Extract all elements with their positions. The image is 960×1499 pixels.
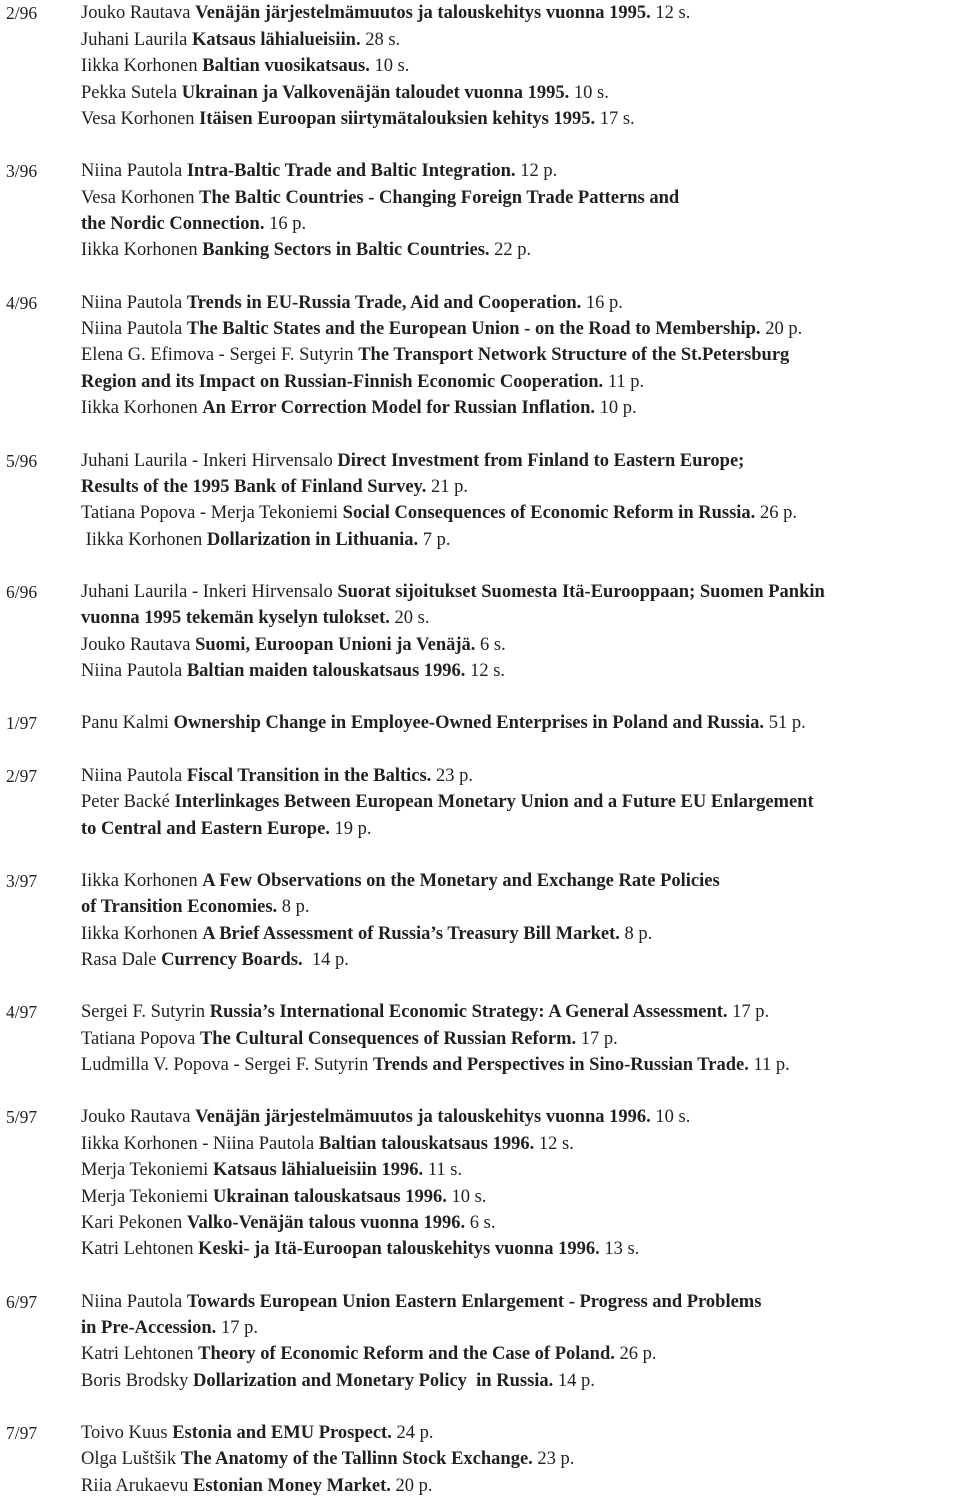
author-name: Toivo Kuus: [81, 1423, 173, 1444]
page-count: 17 p.: [576, 1028, 618, 1049]
page-count: 10 s.: [569, 82, 609, 103]
author-name: Merja Tekoniemi: [81, 1186, 213, 1207]
page-count: 10 p.: [595, 398, 637, 419]
page-count: 51 p.: [764, 713, 806, 734]
publication-entry: [81, 1446, 960, 1472]
issue-number: 3/97: [6, 870, 38, 891]
publication-title: to Central and Eastern Europe.: [81, 818, 330, 839]
publication-entry: [81, 1368, 960, 1394]
page-count: 19 p.: [329, 818, 372, 839]
publication-title: Baltian maiden talouskatsaus 1996.: [186, 661, 466, 682]
publication-title: The Baltic Countries - Changing Foreign Trade Patterns and: [199, 187, 680, 208]
publication-title: Interlinkages Between European Monetary Union and a Future EU Enlargement: [174, 792, 814, 813]
publication-title: Baltian talouskatsaus 1996.: [318, 1133, 535, 1154]
publication-entry: [81, 947, 960, 973]
publication-title: The Baltic States and the European Union - on the Road to Membership.: [186, 319, 761, 340]
author-name: Jouko Rautava: [81, 3, 196, 24]
publication-title: Itäisen Euroopan siirtymätalouksien kehitys 1995.: [199, 108, 596, 129]
publication-title: The Anatomy of the Tallinn Stock Exchange.: [180, 1449, 533, 1470]
page-count: 14 p.: [302, 950, 349, 971]
entry-line: [81, 894, 960, 920]
publication-title: Ukrainan ja Valkovenäjän taloudet vuonna 1995.: [181, 82, 570, 103]
author-name: Iikka Korhonen: [81, 870, 203, 891]
entry-line: [81, 369, 960, 395]
page-count: 12 p.: [515, 161, 558, 182]
issue-number: 1/97: [6, 713, 38, 734]
entry-line: [81, 816, 960, 842]
entry-line: [81, 316, 960, 342]
publication-title: Suorat sijoitukset Suomesta Itä-Eurooppaan; Suomen Pankin: [337, 581, 825, 602]
entry-list: [81, 1420, 960, 1499]
publication-entry: [81, 185, 960, 238]
entry-list: [81, 868, 960, 974]
entry-line: [81, 527, 960, 553]
page-count: 6 s.: [465, 1212, 496, 1233]
publication-title: Venäjän järjestelmämuutos ja talouskehitys vuonna 1995.: [195, 3, 651, 24]
entry-line: [81, 1289, 960, 1315]
publication-entry: [81, 500, 960, 526]
page-count: 10 s.: [446, 1186, 487, 1207]
publication-entry: [81, 999, 960, 1025]
publication-entry: [81, 106, 960, 132]
author-name: Elena G. Efimova - Sergei F. Sutyrin: [81, 345, 359, 366]
author-name: Katri Lehtonen: [81, 1344, 199, 1365]
author-name: Jouko Rautava: [81, 1107, 196, 1128]
entry-line: [81, 1420, 960, 1446]
page-count: 28 s.: [360, 29, 401, 50]
page-count: 17 p.: [216, 1318, 258, 1339]
publication-entry: [81, 868, 960, 921]
publication-entry: [81, 158, 960, 184]
entry-line: [81, 342, 960, 368]
publication-entry: [81, 448, 960, 501]
issue-number: 2/97: [6, 765, 38, 786]
publication-entry: [81, 921, 960, 947]
issue-number: 5/97: [6, 1107, 38, 1128]
page-count: 12 s.: [534, 1133, 574, 1154]
publication-title: Valko-Venäjän talous vuonna 1996.: [186, 1212, 466, 1233]
publication-title: Intra-Baltic Trade and Baltic Integration.: [186, 161, 516, 182]
entry-line: [81, 0, 960, 26]
author-name: Niina Pautola: [81, 292, 187, 313]
publication-title: Estonia and EMU Prospect.: [172, 1423, 392, 1444]
author-name: Boris Brodsky: [81, 1370, 194, 1391]
entry-line: [81, 1104, 960, 1130]
publication-entry: [81, 1052, 960, 1078]
entry-list: [81, 290, 960, 422]
publication-title: Direct Investment from Finland to Eastern Europe;: [337, 450, 745, 471]
publication-title: Fiscal Transition in the Baltics.: [186, 765, 432, 786]
page-count: 11 s.: [423, 1160, 463, 1181]
entry-line: [81, 921, 960, 947]
publication-entry: [81, 710, 960, 736]
entry-line: [81, 500, 960, 526]
author-name: Pekka Sutela: [81, 82, 182, 103]
entry-line: [81, 1052, 960, 1078]
publication-title: The Cultural Consequences of Russian Reform.: [199, 1028, 577, 1049]
entry-line: [81, 1315, 960, 1341]
page-count: 14 p.: [553, 1370, 595, 1391]
page-count: 12 s.: [465, 661, 506, 682]
issue-number: 5/96: [6, 450, 38, 471]
author-name: Sergei F. Sutyrin: [81, 1002, 210, 1023]
publication-title: Keski- ja Itä-Euroopan talouskehitys vuonna 1996.: [198, 1239, 600, 1260]
entry-line: [81, 658, 960, 684]
entry-line: [81, 395, 960, 421]
page-count: 22 p.: [489, 240, 532, 261]
publication-title: in Pre-Accession.: [81, 1318, 217, 1339]
publication-entry: [81, 1026, 960, 1052]
publication-entry: [81, 658, 960, 684]
publication-entry: [81, 1131, 960, 1157]
entry-line: [81, 579, 960, 605]
entry-line: [81, 27, 960, 53]
publication-title: Katsaus lähialueisiin.: [191, 29, 361, 50]
publication-entry: [81, 27, 960, 53]
publication-entry: [81, 763, 960, 789]
entry-line: [81, 789, 960, 815]
publication-entry: [81, 632, 960, 658]
author-name: Tatiana Popova - Merja Tekoniemi: [81, 503, 343, 524]
entry-line: [81, 80, 960, 106]
publication-entry: [81, 290, 960, 316]
publication-entry: [81, 316, 960, 342]
publication-entry: [81, 1420, 960, 1446]
publication-entry: [81, 342, 960, 395]
publication-title: Russia’s International Economic Strategy: A General Assessment.: [209, 1002, 728, 1023]
entry-list: [81, 710, 960, 736]
publication-title: Towards European Union Eastern Enlargement - Progress and Problems: [186, 1291, 762, 1312]
publication-entry: [81, 1473, 960, 1499]
publication-title: Estonian Money Market.: [193, 1475, 391, 1496]
entry-line: [81, 106, 960, 132]
author-name: Iikka Korhonen: [81, 923, 203, 944]
author-name: Juhani Laurila: [81, 29, 192, 50]
publication-title: the Nordic Connection.: [81, 213, 265, 234]
publication-entry: [81, 579, 960, 632]
issue-number: 4/96: [6, 292, 38, 313]
publication-title: Suomi, Euroopan Unioni ja Venäjä.: [195, 634, 476, 655]
publication-title: Dollarization in Lithuania.: [206, 529, 419, 550]
entry-line: [81, 290, 960, 316]
publication-title: Venäjän järjestelmämuutos ja talouskehitys vuonna 1996.: [195, 1107, 651, 1128]
author-name: Niina Pautola: [81, 319, 187, 340]
entry-list: [81, 158, 960, 264]
entry-list: [81, 0, 960, 132]
entry-line: [81, 632, 960, 658]
publication-title: The Transport Network Structure of the St.Petersburg: [358, 345, 790, 366]
entry-line: [81, 1131, 960, 1157]
author-name: Iikka Korhonen: [81, 56, 203, 77]
page-count: 23 p.: [431, 765, 473, 786]
publication-title: Banking Sectors in Baltic Countries.: [202, 240, 490, 261]
entry-line: [81, 710, 960, 736]
page-count: 24 p.: [391, 1423, 434, 1444]
entry-line: [81, 1446, 960, 1472]
author-name: Niina Pautola: [81, 1291, 187, 1312]
entry-list: [81, 763, 960, 842]
entry-line: [81, 1026, 960, 1052]
publication-title: Region and its Impact on Russian-Finnish Economic Cooperation.: [81, 371, 604, 392]
entry-list: [81, 999, 960, 1078]
page-count: 16 p.: [264, 213, 307, 234]
entry-line: [81, 474, 960, 500]
page-count: 11 p.: [603, 371, 645, 392]
entry-line: [81, 999, 960, 1025]
publication-title: Katsaus lähialueisiin 1996.: [212, 1160, 424, 1181]
publication-title: Ukrainan talouskatsaus 1996.: [212, 1186, 447, 1207]
author-name: Iikka Korhonen: [81, 529, 207, 550]
publication-title: Currency Boards.: [161, 950, 303, 971]
page-count: 11 p.: [748, 1055, 790, 1076]
entry-line: [81, 1210, 960, 1236]
author-name: Iikka Korhonen: [81, 240, 203, 261]
publication-entry: [81, 1210, 960, 1236]
author-name: Ludmilla V. Popova - Sergei F. Sutyrin: [81, 1055, 373, 1076]
entry-line: [81, 868, 960, 894]
page-count: 20 p.: [760, 319, 803, 340]
publication-entry: [81, 53, 960, 79]
author-name: Juhani Laurila - Inkeri Hirvensalo: [81, 450, 338, 471]
publication-title: Trends in EU-Russia Trade, Aid and Cooperation.: [186, 292, 582, 313]
author-name: Niina Pautola: [81, 161, 187, 182]
entry-line: [81, 185, 960, 211]
publication-title: A Brief Assessment of Russia’s Treasury Bill Market.: [202, 923, 620, 944]
entry-list: [81, 1289, 960, 1395]
entry-list: [81, 1104, 960, 1262]
author-name: Jouko Rautava: [81, 634, 196, 655]
publication-entry: [81, 527, 960, 553]
page-count: 6 s.: [475, 634, 506, 655]
page-count: 26 p.: [755, 503, 797, 524]
page-count: 20 s.: [389, 608, 430, 629]
publication-entry: [81, 80, 960, 106]
issue-number: 7/97: [6, 1423, 38, 1444]
entry-line: [81, 1341, 960, 1367]
publication-entry: [81, 1341, 960, 1367]
page-count: 26 p.: [614, 1344, 657, 1365]
page-count: 13 s.: [599, 1239, 640, 1260]
entry-line: [81, 1184, 960, 1210]
entry-line: [81, 237, 960, 263]
author-name: Iikka Korhonen - Niina Pautola: [81, 1133, 319, 1154]
entry-list: [81, 448, 960, 554]
author-name: Niina Pautola: [81, 765, 187, 786]
publication-entry: [81, 395, 960, 421]
page-count: 10 s.: [650, 1107, 691, 1128]
author-name: Merja Tekoniemi: [81, 1160, 213, 1181]
publication-entry: [81, 789, 960, 842]
issue-number: 6/96: [6, 581, 38, 602]
page-count: 10 s.: [369, 56, 410, 77]
entry-line: [81, 1157, 960, 1183]
entry-list: [81, 579, 960, 685]
publication-title: An Error Correction Model for Russian Inflation.: [202, 398, 596, 419]
author-name: Iikka Korhonen: [81, 398, 203, 419]
page-count: 17 s.: [595, 108, 635, 129]
page-count: 23 p.: [532, 1449, 575, 1470]
issue-number: 3/96: [6, 161, 38, 182]
author-name: Tatiana Popova: [81, 1028, 200, 1049]
publication-title: Social Consequences of Economic Reform in Russia.: [342, 503, 756, 524]
entry-line: [81, 211, 960, 237]
publication-title: A Few Observations on the Monetary and Exchange Rate Policies: [202, 870, 720, 891]
author-name: Kari Pekonen: [81, 1212, 187, 1233]
publication-entry: [81, 1104, 960, 1130]
author-name: Juhani Laurila - Inkeri Hirvensalo: [81, 581, 338, 602]
page-count: 20 p.: [390, 1475, 433, 1496]
author-name: Rasa Dale: [81, 950, 162, 971]
author-name: Olga Luštšik: [81, 1449, 181, 1470]
entry-line: [81, 448, 960, 474]
page-count: 16 p.: [581, 292, 623, 313]
publication-title: Results of the 1995 Bank of Finland Survey.: [81, 476, 427, 497]
issue-number: 6/97: [6, 1291, 38, 1312]
entry-line: [81, 763, 960, 789]
publication-entry: [81, 237, 960, 263]
entry-line: [81, 947, 960, 973]
publication-entry: [81, 1289, 960, 1342]
author-name: Niina Pautola: [81, 661, 187, 682]
publication-entry: [81, 1157, 960, 1183]
author-name: Katri Lehtonen: [81, 1239, 199, 1260]
page-count: 17 p.: [727, 1002, 770, 1023]
issue-number: 4/97: [6, 1002, 38, 1023]
page-count: 7 p.: [418, 529, 451, 550]
publication-title: Dollarization and Monetary Policy in Russia.: [193, 1370, 554, 1391]
publication-title: Trends and Perspectives in Sino-Russian Trade.: [372, 1055, 749, 1076]
publication-title: of Transition Economies.: [81, 897, 278, 918]
publication-entry: [81, 1236, 960, 1262]
author-name: Panu Kalmi: [81, 713, 174, 734]
author-name: Vesa Korhonen: [81, 187, 200, 208]
publication-title: vuonna 1995 tekemän kyselyn tulokset.: [81, 608, 390, 629]
publication-entry: [81, 1184, 960, 1210]
entry-line: [81, 605, 960, 631]
publication-title: Theory of Economic Reform and the Case of Poland.: [198, 1344, 615, 1365]
publication-title: Ownership Change in Employee-Owned Enterprises in Poland and Russia.: [173, 713, 765, 734]
page-count: 12 s.: [650, 3, 691, 24]
author-name: Peter Backé: [81, 792, 175, 813]
publication-title: Baltian vuosikatsaus.: [202, 56, 370, 77]
page-count: 8 p.: [277, 897, 310, 918]
issue-number: 2/96: [6, 3, 38, 24]
entry-line: [81, 1368, 960, 1394]
entry-line: [81, 1473, 960, 1499]
entry-line: [81, 158, 960, 184]
page-count: 21 p.: [426, 476, 469, 497]
entry-line: [81, 1236, 960, 1262]
publication-entry: [81, 0, 960, 26]
page-count: 8 p.: [619, 923, 653, 944]
entry-line: [81, 53, 960, 79]
author-name: Riia Arukaevu: [81, 1475, 194, 1496]
author-name: Vesa Korhonen: [81, 108, 200, 129]
